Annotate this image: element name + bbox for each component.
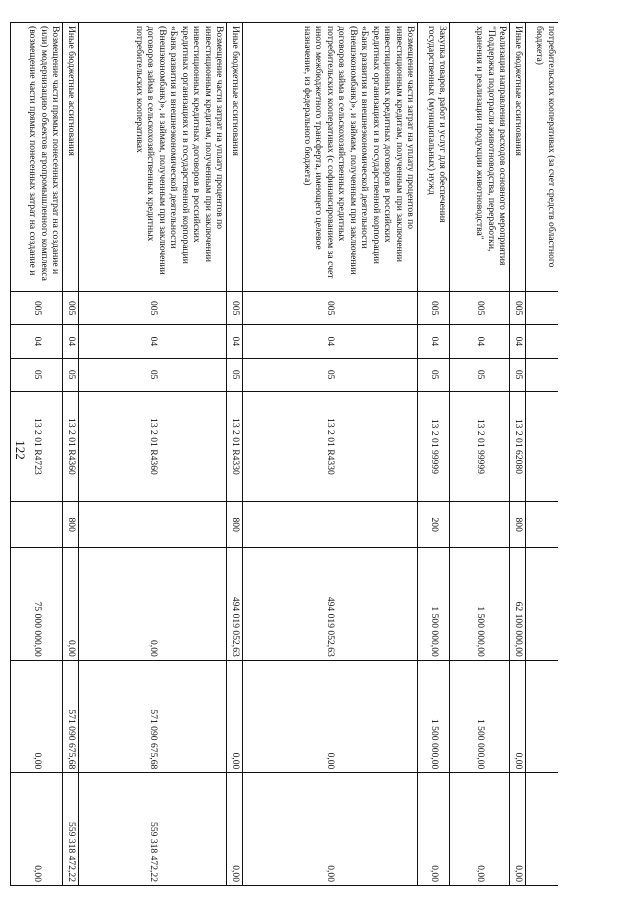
cell-amount-2: 0,00 [11,660,63,773]
row-name: Закупка товаров, работ и услуг для обеспечения государственных (муниципальных) нужд [418,23,450,292]
table-row [11,23,63,886]
cell-rz: 04 [418,325,450,358]
cell-amount-3: 0,00 [227,773,243,886]
cell-gr [526,292,558,325]
cell-gr: 005 [418,292,450,325]
cell-rz: 04 [63,325,79,358]
cell-amount-1: 75 000 000,00 [11,548,63,661]
cell-csr: 13 2 01 R4723 [11,391,63,501]
cell-gr: 005 [11,292,63,325]
cell-amount-3: 559 318 472,22 [79,773,227,886]
cell-amount-3: 0,00 [510,773,526,886]
cell-amount-3: 0,00 [243,773,418,886]
table-row [79,23,227,886]
cell-pr: 05 [243,358,418,391]
cell-vr [450,502,510,548]
cell-rz: 04 [227,325,243,358]
cell-csr: 13 2 01 99999 [450,391,510,501]
table-row [450,23,510,886]
cell-vr [243,502,418,548]
cell-rz: 04 [11,325,63,358]
table-row [418,23,450,886]
cell-pr: 05 [418,358,450,391]
cell-rz [526,325,558,358]
cell-amount-3: 0,00 [418,773,450,886]
cell-csr: 13 2 01 R4360 [63,391,79,501]
page-number: 122 [13,440,28,460]
cell-gr: 005 [510,292,526,325]
rotated-content [27,22,558,886]
rotated-page [27,22,558,886]
cell-csr: 13 2 01 R4360 [79,391,227,501]
row-name: потребительских кооперативах (за счет средств областного бюджета) [526,23,558,292]
cell-pr [526,358,558,391]
table-row [63,23,79,886]
table-row [243,23,418,886]
cell-gr: 005 [227,292,243,325]
cell-csr [526,391,558,501]
cell-csr: 13 2 01 R4330 [227,391,243,501]
cell-amount-3: 559 318 472,22 [63,773,79,886]
cell-amount-2: 571 090 675,68 [63,660,79,773]
row-name: Возмещение части прямых понесенных затрат на создание и (или) модернизацию объектов агропромышленного комплекса (возмещение части прямых понесенных затрат на создание и [11,23,63,292]
row-name: Иные бюджетные ассигнования [63,23,79,292]
cell-gr: 005 [63,292,79,325]
cell-amount-2: 1 500 000,00 [418,660,450,773]
cell-csr: 13 2 01 62080 [510,391,526,501]
cell-vr: 800 [227,502,243,548]
cell-gr: 005 [79,292,227,325]
cell-amount-3 [526,773,558,886]
cell-vr [11,502,63,548]
cell-amount-1: 1 500 000,00 [418,548,450,661]
cell-amount-1: 0,00 [79,548,227,661]
cell-amount-3: 0,00 [450,773,510,886]
cell-vr: 200 [418,502,450,548]
row-name: Реализация направления расходов основного мероприятия "Поддержка подотрасли животноводства, переработки, хранения и реализации продукции животноводства" [450,23,510,292]
cell-vr [526,502,558,548]
cell-amount-1: 0,00 [63,548,79,661]
cell-amount-1: 1 500 000,00 [450,548,510,661]
cell-pr: 05 [63,358,79,391]
cell-vr: 800 [510,502,526,548]
cell-amount-2: 0,00 [227,660,243,773]
cell-rz: 04 [79,325,227,358]
cell-vr [79,502,227,548]
cell-amount-1: 494 019 052,63 [227,548,243,661]
cell-amount-2 [526,660,558,773]
cell-pr: 05 [510,358,526,391]
cell-amount-1: 494 019 052,63 [243,548,418,661]
cell-amount-2: 571 090 675,68 [79,660,227,773]
row-name: Иные бюджетные ассигнования [510,23,526,292]
cell-csr: 13 2 01 99999 [418,391,450,501]
cell-pr: 05 [79,358,227,391]
cell-pr: 05 [11,358,63,391]
row-name: Возмещение части затрат на уплату процентов по инвестиционным кредитам, полученным при заключении инвестиционных кредитных договоров в российских кредитных организациях и в государственной корпорации «Банк развития и внешнеэкономической деятельности (Внешэкономбанк)», и займам, полученным при заключении договоров займа в сельскохозяйственных кредитных потребительских кооперативах [79,23,227,292]
cell-pr: 05 [227,358,243,391]
cell-amount-2: 0,00 [510,660,526,773]
cell-pr: 05 [450,358,510,391]
cell-rz: 04 [450,325,510,358]
table-row [526,23,558,886]
cell-gr: 005 [243,292,418,325]
cell-csr: 13 2 01 R4330 [243,391,418,501]
cell-amount-2: 1 500 000,00 [450,660,510,773]
row-name: Иные бюджетные ассигнования [227,23,243,292]
row-name: Возмещение части затрат на уплату процентов по инвестиционным кредитам, полученным при заключении инвестиционных кредитных договоров в российских кредитных организациях и в государственной корпорации «Банк развития и внешнеэкономической деятельности (Внешэкономбанк)», и займам, полученным при заключении договоров займа в сельскохозяйственных кредитных потребительских кооперативах (с софинансированием за счет иного межбюджетного трансферта, имеющего целевое назначение, из федерального бюджета) [243,23,418,292]
table-row [227,23,243,886]
cell-rz: 04 [243,325,418,358]
budget-table [11,22,559,886]
table-row [510,23,526,886]
cell-vr: 800 [63,502,79,548]
cell-amount-1 [526,548,558,661]
cell-amount-3: 0,00 [11,773,63,886]
cell-amount-1: 62 100 000,00 [510,548,526,661]
cell-rz: 04 [510,325,526,358]
cell-gr: 005 [450,292,510,325]
cell-amount-2: 0,00 [243,660,418,773]
